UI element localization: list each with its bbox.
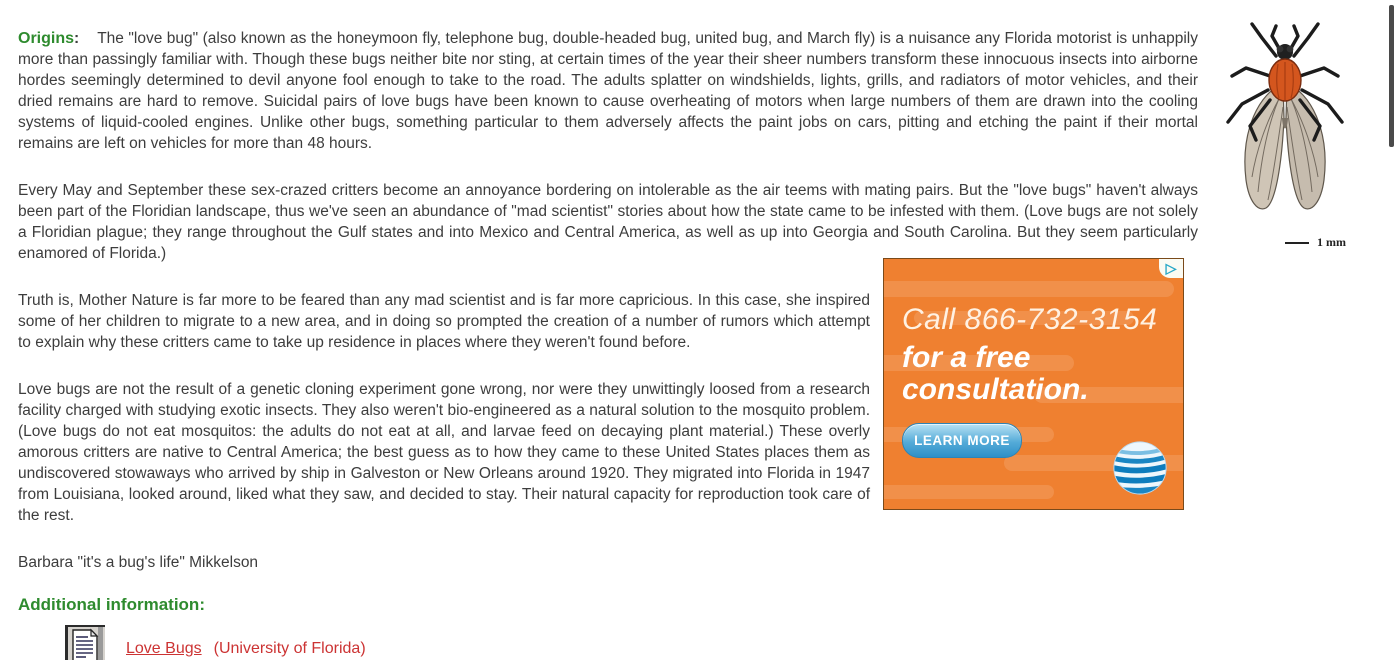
lovebug-figure — [1210, 22, 1360, 250]
scale-bar — [1285, 242, 1309, 244]
paragraph — [18, 379, 870, 526]
figure-scale — [1210, 235, 1360, 250]
origins-heading: Origins — [18, 30, 75, 47]
additional-information-heading: Additional information: — [18, 595, 205, 614]
paragraph-text: Love bugs are not the result of a genetic cloning experiment gone wrong, nor were they unwittingly loosed from a research facility charged with studying exotic insects. They also weren't bio-engineered as a natural solution to the mosquito problem. (Love bugs do not eat mosquitos: the adults do not eat at all, and larvae feed on decaying plant material.) These overly amorous critters are native to Central America; the best guess as to how they came to these United States places them as undiscovered stowaways who arrived by ship in Galveston or New Orleans around 1920. They migrated into Florida in 1947 from Louisiana, looked around, liked what they saw, and decided to stay. Their natural capacity for reproduction took care of the rest. — [18, 381, 870, 524]
paragraph — [18, 290, 870, 353]
reference-links — [126, 640, 366, 660]
reference-source: (University of Florida) — [213, 640, 366, 657]
adchoices-icon[interactable]: ▷ — [1159, 259, 1183, 278]
love-bugs-link[interactable]: Love Bugs — [126, 640, 202, 657]
att-globe-icon — [1111, 439, 1169, 497]
lovebug-illustration — [1210, 22, 1360, 228]
paragraph-text: The "love bug" (also known as the honeymoon fly, telephone bug, double-headed bug, united bug, and March fly) is a nuisance any Florida motorist is unhappily more than passingly familiar with. Though these bugs neither bite nor sting, at certain times of the year their sheer numbers transform these innocuous insects into airborne hordes seemingly determined to devil anyone fool enough to take to the road. The adults splatter on windshields, lights, grills, and radiators of motor vehicles, and their dried remains are hard to remove. Suicidal pairs of love bugs have been known to cause overheating of motors when large numbers of them are drawn into the cooling systems of liquid-cooled engines. Unlike other bugs, something particular to them adversely affects the paint jobs on cars, pitting and etching the paint if their mortal remains are left on vehicles for more than 48 hours. — [18, 30, 1198, 152]
document-icon[interactable] — [65, 625, 105, 660]
reference-row — [18, 625, 1198, 660]
scale-label: 1 mm — [1317, 235, 1346, 249]
paragraph-text: Truth is, Mother Nature is far more to be feared than any mad scientist and is far more capricious. In this case, she inspired some of her children to migrate to a new area, and in doing so prompted the creation of a number of rumors which attempt to explain why these critters came to take up residence in places where they weren't found before. — [18, 292, 870, 351]
ad-phone-number: Call 866-732-3154 — [902, 303, 1158, 336]
ad-text-line3: consultation. — [902, 373, 1089, 406]
ad-streak — [883, 281, 1174, 297]
origins-colon: : — [74, 30, 80, 47]
paragraph-text: Every May and September these sex-crazed critters become an annoyance bordering on intolerable as the air teems with mating pairs. But the "love bugs" haven't always been part of the Floridian landscape, thus we've seen an abundance of "mad scientist" stories about how the state came to be infested with them. (Love bugs are not solely a Floridian plague; they range throughout the Gulf states and into Mexico and Central America, as well as up into Georgia and South Carolina. But they seem particularly enamored of Florida.) — [18, 182, 1198, 262]
paragraph-origins — [18, 28, 1198, 154]
paragraph — [18, 180, 1198, 264]
author-attribution: Barbara "it's a bug's life" Mikkelson — [18, 554, 259, 571]
scrollbar-thumb[interactable] — [1389, 5, 1394, 147]
ad-streak — [883, 485, 1054, 499]
ad-text-line2: for a free — [902, 341, 1031, 374]
learn-more-button[interactable]: LEARN MORE — [902, 423, 1022, 458]
att-advertisement[interactable] — [883, 258, 1184, 510]
